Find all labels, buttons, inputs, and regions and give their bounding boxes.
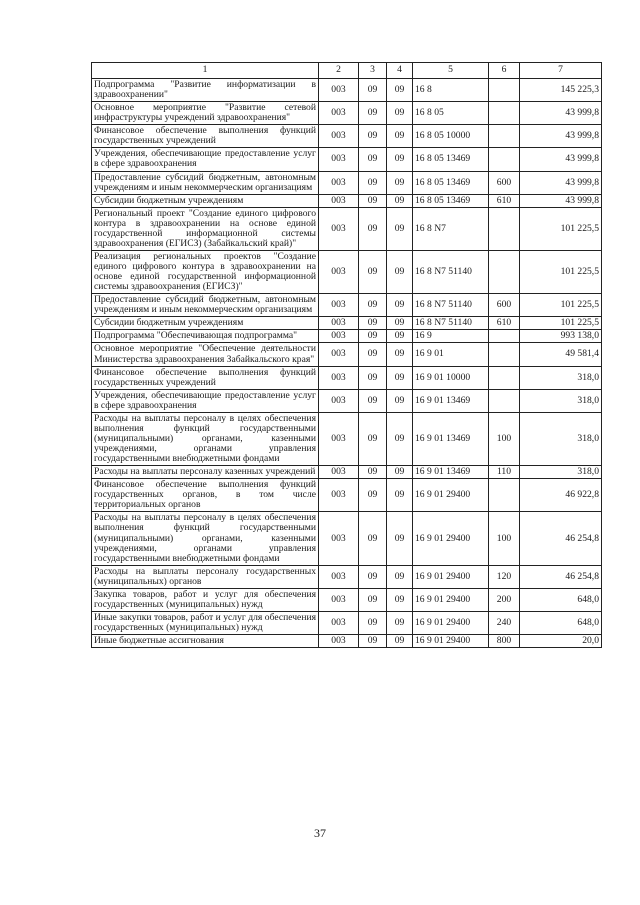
row-section-cell: 09 (359, 412, 387, 465)
row-section-cell: 09 (359, 588, 387, 611)
table-row (92, 330, 602, 343)
row-name-cell: Финансовое обеспечение выполнения функций государственных учреждений (92, 366, 319, 389)
row-subsection-cell: 09 (387, 611, 413, 634)
table-row (92, 79, 602, 102)
row-amount-cell: 318,0 (520, 466, 602, 479)
table-row (92, 102, 602, 125)
row-target-article-cell: 16 8 05 13469 (413, 194, 489, 207)
header-cell-3: 3 (359, 63, 387, 79)
table-row (92, 512, 602, 565)
row-subsection-cell: 09 (387, 102, 413, 125)
row-subsection-cell: 09 (387, 565, 413, 588)
row-subsection-cell: 09 (387, 330, 413, 343)
row-name-cell: Расходы на выплаты персоналу государственных (муниципальных) органов (92, 565, 319, 588)
row-subsection-cell: 09 (387, 194, 413, 207)
table-row (92, 207, 602, 250)
row-name-cell: Учреждения, обеспечивающие предоставление услуг в сфере здравоохранения (92, 389, 319, 412)
row-target-article-cell: 16 9 01 29400 (413, 635, 489, 648)
row-amount-cell: 46 254,8 (520, 512, 602, 565)
header-cell-6: 6 (489, 63, 520, 79)
row-expense-type-cell: 610 (489, 317, 520, 330)
row-admin-code-cell: 003 (319, 611, 359, 634)
table-row (92, 171, 602, 194)
row-subsection-cell: 09 (387, 512, 413, 565)
row-section-cell: 09 (359, 635, 387, 648)
row-section-cell: 09 (359, 565, 387, 588)
row-admin-code-cell: 003 (319, 250, 359, 293)
table-row (92, 635, 602, 648)
row-name-cell: Финансовое обеспечение выполнения функций государственных учреждений (92, 125, 319, 148)
header-cell-4: 4 (387, 63, 413, 79)
row-subsection-cell: 09 (387, 317, 413, 330)
row-section-cell: 09 (359, 343, 387, 366)
row-subsection-cell: 09 (387, 148, 413, 171)
row-name-cell: Расходы на выплаты персоналу казенных учреждений (92, 466, 319, 479)
row-section-cell: 09 (359, 512, 387, 565)
row-admin-code-cell: 003 (319, 588, 359, 611)
row-name-cell: Предоставление субсидий бюджетным, автономным учреждениям и иным некоммерческим организациям (92, 171, 319, 194)
row-section-cell: 09 (359, 194, 387, 207)
row-target-article-cell: 16 9 01 29400 (413, 588, 489, 611)
row-section-cell: 09 (359, 330, 387, 343)
row-subsection-cell: 09 (387, 294, 413, 317)
row-name-cell: Субсидии бюджетным учреждениям (92, 317, 319, 330)
table-row (92, 389, 602, 412)
header-cell-7: 7 (520, 63, 602, 79)
row-subsection-cell: 09 (387, 250, 413, 293)
row-name-cell: Региональный проект "Создание единого цифрового контура в здравоохранении на основе единой государственной информационной системы здравоохранения (ЕГИСЗ) (Забайкальский край)" (92, 207, 319, 250)
row-admin-code-cell: 003 (319, 194, 359, 207)
row-admin-code-cell: 003 (319, 171, 359, 194)
row-expense-type-cell: 240 (489, 611, 520, 634)
row-subsection-cell: 09 (387, 412, 413, 465)
row-section-cell: 09 (359, 79, 387, 102)
row-admin-code-cell: 003 (319, 79, 359, 102)
row-amount-cell: 101 225,5 (520, 207, 602, 250)
row-name-cell: Реализация региональных проектов "Создание единого цифрового контура в здравоохранении на основе единой государственной информационной системы здравоохранения (ЕГИСЗ)" (92, 250, 319, 293)
row-target-article-cell: 16 9 01 10000 (413, 366, 489, 389)
row-subsection-cell: 09 (387, 171, 413, 194)
row-amount-cell: 101 225,5 (520, 294, 602, 317)
table-row (92, 479, 602, 512)
table-row (92, 412, 602, 465)
row-name-cell: Закупка товаров, работ и услуг для обеспечения государственных (муниципальных) нужд (92, 588, 319, 611)
row-name-cell: Основное мероприятие "Обеспечение деятельности Министерства здравоохранения Забайкальского края" (92, 343, 319, 366)
row-target-article-cell: 16 8 (413, 79, 489, 102)
row-expense-type-cell: 100 (489, 412, 520, 465)
row-expense-type-cell (489, 148, 520, 171)
page-number: 37 (314, 826, 326, 840)
row-admin-code-cell: 003 (319, 148, 359, 171)
table-row (92, 611, 602, 634)
row-amount-cell: 43 999,8 (520, 194, 602, 207)
row-amount-cell: 49 581,4 (520, 343, 602, 366)
row-amount-cell: 43 999,8 (520, 148, 602, 171)
row-amount-cell: 43 999,8 (520, 171, 602, 194)
row-expense-type-cell (489, 250, 520, 293)
row-amount-cell: 318,0 (520, 389, 602, 412)
row-subsection-cell: 09 (387, 343, 413, 366)
row-expense-type-cell (489, 389, 520, 412)
row-target-article-cell: 16 9 01 29400 (413, 479, 489, 512)
row-admin-code-cell: 003 (319, 366, 359, 389)
row-amount-cell: 43 999,8 (520, 125, 602, 148)
row-admin-code-cell: 003 (319, 317, 359, 330)
row-target-article-cell: 16 8 N7 (413, 207, 489, 250)
row-name-cell: Основное мероприятие "Развитие сетевой инфраструктуры учреждений здравоохранения" (92, 102, 319, 125)
row-target-article-cell: 16 9 01 29400 (413, 565, 489, 588)
row-section-cell: 09 (359, 466, 387, 479)
row-subsection-cell: 09 (387, 479, 413, 512)
row-subsection-cell: 09 (387, 635, 413, 648)
row-subsection-cell: 09 (387, 125, 413, 148)
row-amount-cell: 43 999,8 (520, 102, 602, 125)
table-row (92, 250, 602, 293)
table-row (92, 466, 602, 479)
row-amount-cell: 20,0 (520, 635, 602, 648)
row-section-cell: 09 (359, 207, 387, 250)
row-admin-code-cell: 003 (319, 412, 359, 465)
row-amount-cell: 145 225,3 (520, 79, 602, 102)
row-admin-code-cell: 003 (319, 389, 359, 412)
table-row (92, 588, 602, 611)
row-expense-type-cell (489, 343, 520, 366)
row-subsection-cell: 09 (387, 588, 413, 611)
row-name-cell: Предоставление субсидий бюджетным, автономным учреждениям и иным некоммерческим организациям (92, 294, 319, 317)
row-section-cell: 09 (359, 250, 387, 293)
row-target-article-cell: 16 9 (413, 330, 489, 343)
row-section-cell: 09 (359, 317, 387, 330)
row-admin-code-cell: 003 (319, 330, 359, 343)
row-expense-type-cell (489, 102, 520, 125)
row-admin-code-cell: 003 (319, 125, 359, 148)
row-section-cell: 09 (359, 366, 387, 389)
row-amount-cell: 318,0 (520, 412, 602, 465)
row-admin-code-cell: 003 (319, 294, 359, 317)
row-target-article-cell: 16 8 N7 51140 (413, 294, 489, 317)
row-admin-code-cell: 003 (319, 343, 359, 366)
row-target-article-cell: 16 9 01 29400 (413, 611, 489, 634)
row-name-cell: Иные бюджетные ассигнования (92, 635, 319, 648)
row-name-cell: Расходы на выплаты персоналу в целях обеспечения выполнения функций государственными (муниципальными) органами, казенными учреждениями, органами управления государственными внебюджетными фондами (92, 512, 319, 565)
header-cell-1: 1 (92, 63, 319, 79)
row-expense-type-cell (489, 330, 520, 343)
row-section-cell: 09 (359, 294, 387, 317)
row-target-article-cell: 16 9 01 29400 (413, 512, 489, 565)
row-amount-cell: 648,0 (520, 611, 602, 634)
row-expense-type-cell (489, 366, 520, 389)
table-row (92, 343, 602, 366)
row-expense-type-cell (489, 79, 520, 102)
row-target-article-cell: 16 8 05 10000 (413, 125, 489, 148)
header-cell-5: 5 (413, 63, 489, 79)
row-amount-cell: 648,0 (520, 588, 602, 611)
row-target-article-cell: 16 9 01 13469 (413, 412, 489, 465)
row-admin-code-cell: 003 (319, 635, 359, 648)
row-admin-code-cell: 003 (319, 102, 359, 125)
table-body (92, 63, 602, 648)
row-name-cell: Подпрограмма "Обеспечивающая подпрограмма" (92, 330, 319, 343)
row-admin-code-cell: 003 (319, 565, 359, 588)
row-name-cell: Субсидии бюджетным учреждениям (92, 194, 319, 207)
row-expense-type-cell: 800 (489, 635, 520, 648)
row-section-cell: 09 (359, 389, 387, 412)
row-amount-cell: 46 922,8 (520, 479, 602, 512)
row-amount-cell: 101 225,5 (520, 317, 602, 330)
row-target-article-cell: 16 8 05 13469 (413, 148, 489, 171)
row-target-article-cell: 16 8 N7 51140 (413, 317, 489, 330)
row-target-article-cell: 16 9 01 (413, 343, 489, 366)
row-section-cell: 09 (359, 148, 387, 171)
row-name-cell: Подпрограмма "Развитие информатизации в здравоохранении" (92, 79, 319, 102)
row-amount-cell: 993 138,0 (520, 330, 602, 343)
row-admin-code-cell: 003 (319, 512, 359, 565)
row-amount-cell: 318,0 (520, 366, 602, 389)
table-row (92, 565, 602, 588)
row-subsection-cell: 09 (387, 389, 413, 412)
row-subsection-cell: 09 (387, 79, 413, 102)
row-admin-code-cell: 003 (319, 466, 359, 479)
row-expense-type-cell: 600 (489, 171, 520, 194)
row-expense-type-cell (489, 125, 520, 148)
table-header-row (92, 63, 602, 79)
row-expense-type-cell: 100 (489, 512, 520, 565)
row-subsection-cell: 09 (387, 207, 413, 250)
row-section-cell: 09 (359, 611, 387, 634)
row-name-cell: Расходы на выплаты персоналу в целях обеспечения выполнения функций государственными (муниципальными) органами, казенными учреждениями, органами управления государственными внебюджетными фондами (92, 412, 319, 465)
table-row (92, 125, 602, 148)
row-target-article-cell: 16 9 01 13469 (413, 389, 489, 412)
row-section-cell: 09 (359, 171, 387, 194)
table-row (92, 366, 602, 389)
row-expense-type-cell: 200 (489, 588, 520, 611)
row-name-cell: Учреждения, обеспечивающие предоставление услуг в сфере здравоохранения (92, 148, 319, 171)
row-amount-cell: 101 225,5 (520, 250, 602, 293)
row-target-article-cell: 16 8 N7 51140 (413, 250, 489, 293)
table-row (92, 317, 602, 330)
row-target-article-cell: 16 8 05 (413, 102, 489, 125)
row-section-cell: 09 (359, 479, 387, 512)
row-subsection-cell: 09 (387, 466, 413, 479)
row-name-cell: Финансовое обеспечение выполнения функций государственных органов, в том числе территориальных органов (92, 479, 319, 512)
table-row (92, 148, 602, 171)
budget-table (91, 62, 602, 648)
row-expense-type-cell: 110 (489, 466, 520, 479)
row-expense-type-cell: 600 (489, 294, 520, 317)
row-expense-type-cell (489, 207, 520, 250)
header-cell-2: 2 (319, 63, 359, 79)
row-name-cell: Иные закупки товаров, работ и услуг для обеспечения государственных (муниципальных) нужд (92, 611, 319, 634)
row-section-cell: 09 (359, 125, 387, 148)
table-row (92, 194, 602, 207)
row-target-article-cell: 16 9 01 13469 (413, 466, 489, 479)
row-amount-cell: 46 254,8 (520, 565, 602, 588)
row-section-cell: 09 (359, 102, 387, 125)
row-expense-type-cell: 610 (489, 194, 520, 207)
row-subsection-cell: 09 (387, 366, 413, 389)
row-expense-type-cell: 120 (489, 565, 520, 588)
row-admin-code-cell: 003 (319, 207, 359, 250)
table-row (92, 294, 602, 317)
row-expense-type-cell (489, 479, 520, 512)
row-target-article-cell: 16 8 05 13469 (413, 171, 489, 194)
row-admin-code-cell: 003 (319, 479, 359, 512)
